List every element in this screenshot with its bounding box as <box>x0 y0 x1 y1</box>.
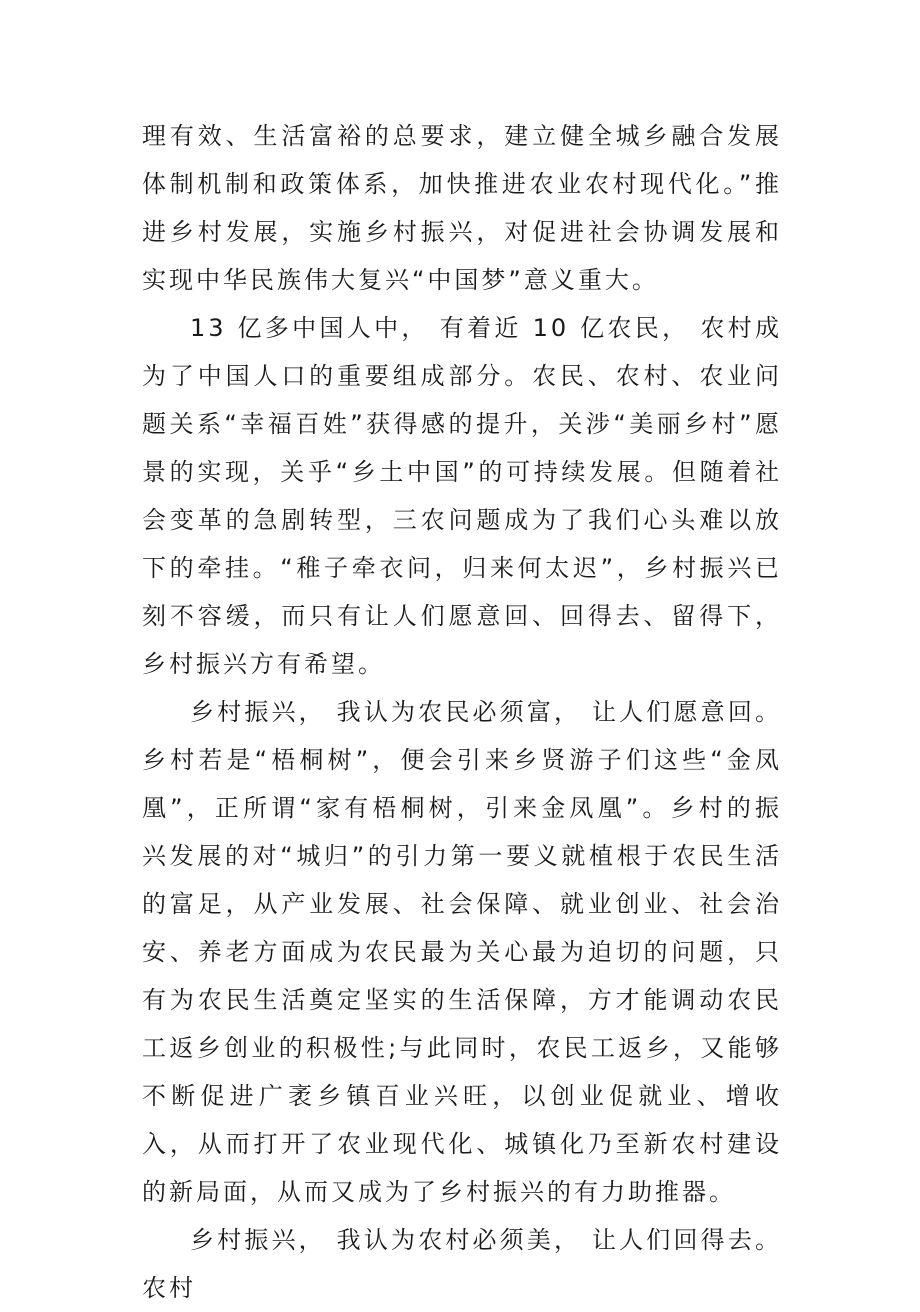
document-body <box>142 112 782 1312</box>
paragraph-3: 乡村振兴， 我认为农民必须富， 让人们愿意回。 乡村若是“梧桐树”，便会引来乡贤游子们这些“金凤凰”，正所谓“家有梧桐树，引来金凤凰”。乡村的振兴发展的对“城归”的引力第一要义就植根于农民生活的富足，从产业发展、社会保障、就业创业、社会治安、养老方面成为农民最为关心最为迫切的问题，只有为农民生活奠定坚实的生活保障，方才能调动农民工返乡创业的积极性;与此同时，农民工返乡，又能够不断促进广袤乡镇百业兴旺，以创业促就业、增收入，从而打开了农业现代化、城镇化乃至新农村建设的新局面，从而又成为了乡村振兴的有力助推器。 <box>142 698 782 1206</box>
paragraph-2: 13 亿多中国人中， 有着近 10 亿农民， 农村成为了中国人口的重要组成部分。农民、农村、农业问题关系“幸福百姓”获得感的提升，关涉“美丽乡村”愿景的实现，关乎“乡土中国”的可持续发展。但随着社会变革的急剧转型，三农问题成为了我们心头难以放下的牵挂。“稚子牵衣问，归来何太迟”，乡村振兴已刻不容缓，而只有让人们愿意回、回得去、留得下，乡村振兴方有希望。 <box>142 314 782 678</box>
paragraph-4: 乡村振兴， 我认为农村必须美， 让人们回得去。农村 <box>142 1226 782 1302</box>
paragraph-1: 理有效、生活富裕的总要求，建立健全城乡融合发展体制机制和政策体系，加快推进农业农村现代化。”推进乡村发展，实施乡村振兴，对促进社会协调发展和实现中华民族伟大复兴“中国梦”意义重大。 <box>142 122 782 294</box>
